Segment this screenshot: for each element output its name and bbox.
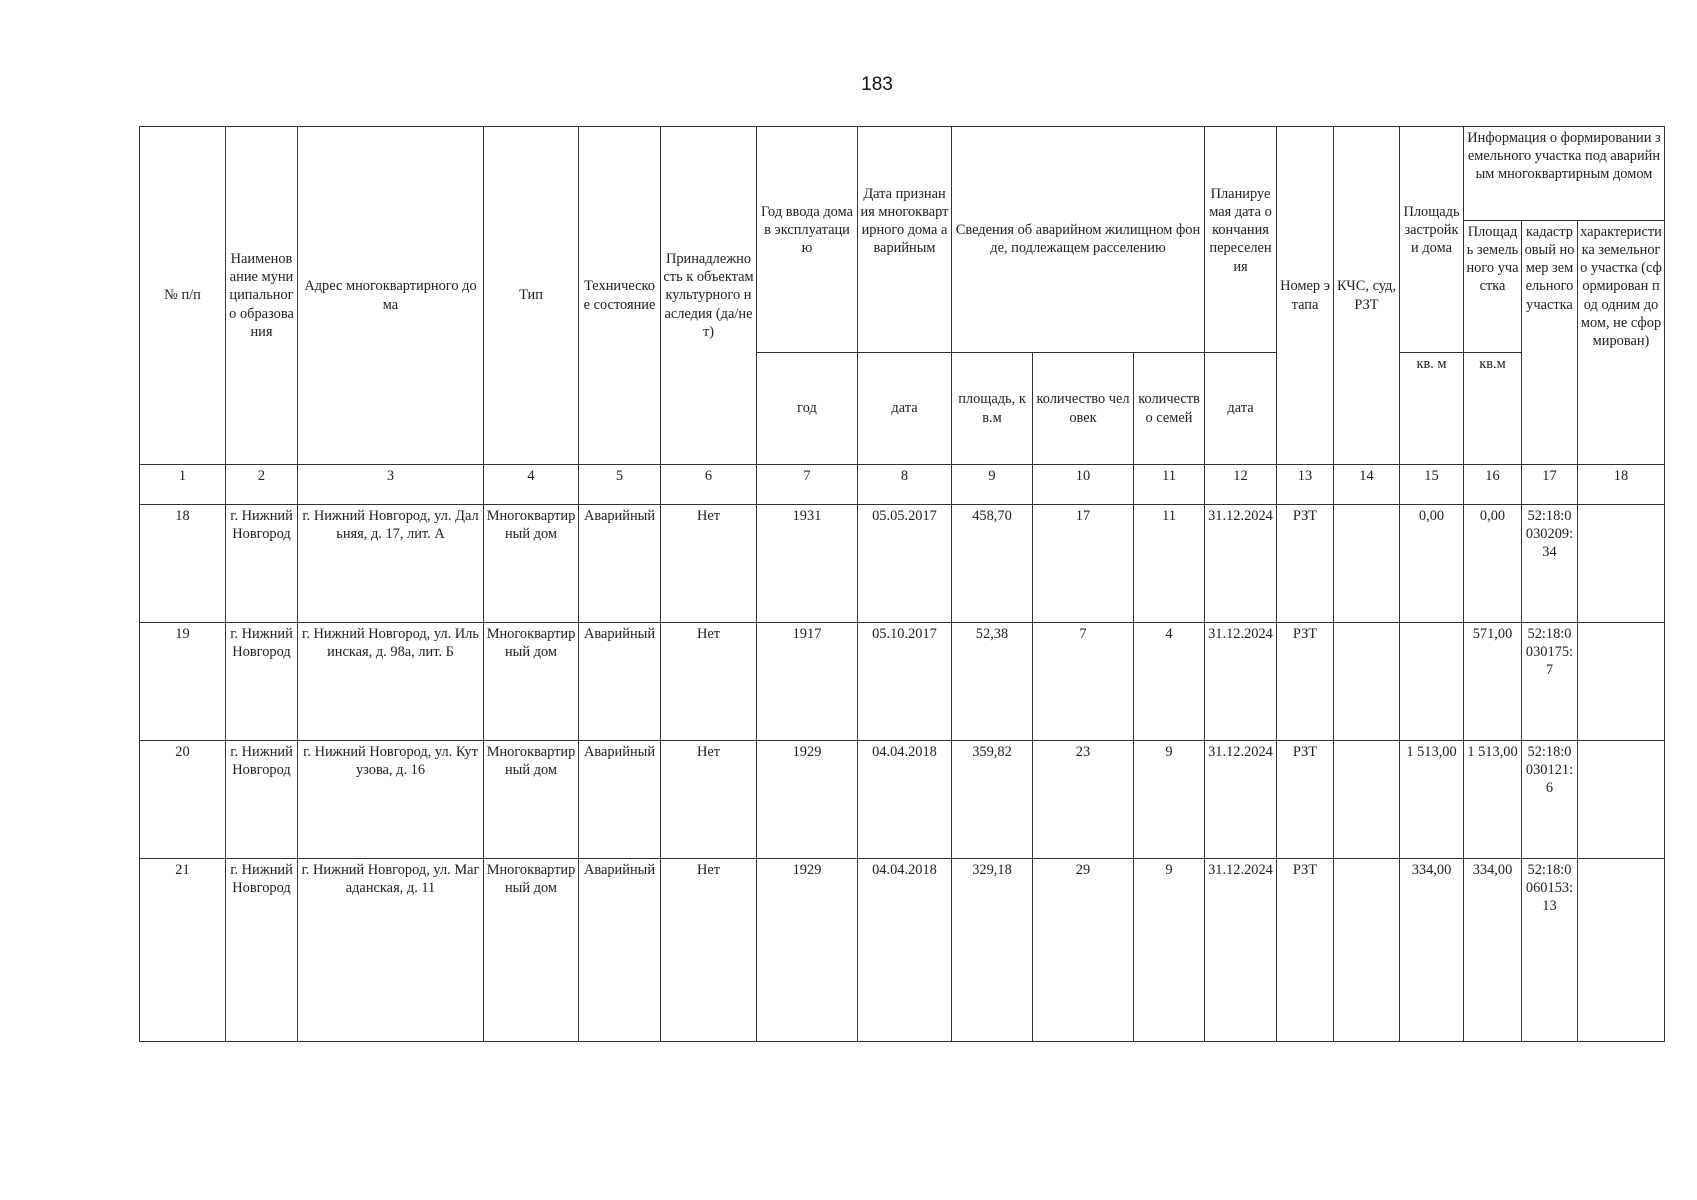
cell-families: 9 xyxy=(1134,741,1205,859)
cell-condition: Аварийный xyxy=(579,741,661,859)
column-number: 12 xyxy=(1205,465,1277,505)
column-number: 7 xyxy=(757,465,858,505)
table-row xyxy=(140,859,1665,1042)
cell-land-characteristic xyxy=(1578,505,1665,623)
column-number: 18 xyxy=(1578,465,1665,505)
column-number: 1 xyxy=(140,465,226,505)
cell-people: 17 xyxy=(1033,505,1134,623)
header-date: дата xyxy=(858,353,952,465)
column-number: 2 xyxy=(226,465,298,505)
header-municipality: Наименование муниципального образования xyxy=(226,127,298,465)
cell-land-characteristic xyxy=(1578,741,1665,859)
cell-municipality: г. Нижний Новгород xyxy=(226,623,298,741)
column-number: 5 xyxy=(579,465,661,505)
cell-building-area: 1 513,00 xyxy=(1400,741,1464,859)
cell-stage: РЗТ xyxy=(1277,859,1334,1042)
cell-type: Многоквартирный дом xyxy=(484,623,579,741)
cell-heritage: Нет xyxy=(661,741,757,859)
header-area-sqm: площадь, кв.м xyxy=(952,353,1033,465)
header-people-count: количество человек xyxy=(1033,353,1134,465)
page-number: 183 xyxy=(861,74,893,95)
cell-year: 1929 xyxy=(757,859,858,1042)
header-land-area: Площадь земельного участка xyxy=(1464,221,1522,353)
column-number: 3 xyxy=(298,465,484,505)
column-number-row xyxy=(140,465,1665,505)
cell-number: 18 xyxy=(140,505,226,623)
column-number: 17 xyxy=(1522,465,1578,505)
header-stage-number: Номер этапа xyxy=(1277,127,1334,465)
header-land-plot-info: Информация о формировании земельного участка под аварийным многоквартирным домом xyxy=(1464,127,1665,221)
cell-stage: РЗТ xyxy=(1277,505,1334,623)
cell-type: Многоквартирный дом xyxy=(484,505,579,623)
cell-area: 359,82 xyxy=(952,741,1033,859)
column-number: 6 xyxy=(661,465,757,505)
cell-people: 23 xyxy=(1033,741,1134,859)
cell-land-area: 1 513,00 xyxy=(1464,741,1522,859)
cell-type: Многоквартирный дом xyxy=(484,859,579,1042)
cell-address: г. Нижний Новгород, ул. Дальняя, д. 17, лит. А xyxy=(298,505,484,623)
cell-end-date: 31.12.2024 xyxy=(1205,741,1277,859)
cell-year: 1917 xyxy=(757,623,858,741)
header-emergency-housing-info: Сведения об аварийном жилищном фонде, подлежащем расселению xyxy=(952,127,1205,353)
cell-stage: РЗТ xyxy=(1277,741,1334,859)
cell-heritage: Нет xyxy=(661,859,757,1042)
cell-area: 52,38 xyxy=(952,623,1033,741)
header-cultural-heritage: Принадлежность к объектам культурного наследия (да/нет) xyxy=(661,127,757,465)
cell-cadastral-number: 52:18:0060153:13 xyxy=(1522,859,1578,1042)
column-number: 16 xyxy=(1464,465,1522,505)
column-number: 11 xyxy=(1134,465,1205,505)
cell-municipality: г. Нижний Новгород xyxy=(226,859,298,1042)
table-row xyxy=(140,505,1665,623)
cell-address: г. Нижний Новгород, ул. Магаданская, д. 11 xyxy=(298,859,484,1042)
header-unit-sqm-land: кв.м xyxy=(1464,353,1522,465)
header-land-characteristic: характеристика земельного участка (сформирован под одним домом, не сформирован) xyxy=(1578,221,1665,465)
column-number: 13 xyxy=(1277,465,1334,505)
cell-condition: Аварийный xyxy=(579,505,661,623)
cell-kchs xyxy=(1334,623,1400,741)
cell-land-characteristic xyxy=(1578,623,1665,741)
cell-people: 29 xyxy=(1033,859,1134,1042)
header-kchs: КЧС, суд, РЗТ xyxy=(1334,127,1400,465)
cell-municipality: г. Нижний Новгород xyxy=(226,505,298,623)
cell-year: 1931 xyxy=(757,505,858,623)
column-number: 10 xyxy=(1033,465,1134,505)
cell-number: 20 xyxy=(140,741,226,859)
header-cadastral-number: кадастровый номер земельного участка xyxy=(1522,221,1578,465)
cell-address: г. Нижний Новгород, ул. Ильинская, д. 98а, лит. Б xyxy=(298,623,484,741)
cell-end-date: 31.12.2024 xyxy=(1205,505,1277,623)
cell-land-area: 334,00 xyxy=(1464,859,1522,1042)
cell-emergency-date: 04.04.2018 xyxy=(858,741,952,859)
cell-land-characteristic xyxy=(1578,859,1665,1042)
cell-kchs xyxy=(1334,505,1400,623)
header-technical-condition: Техническое состояние xyxy=(579,127,661,465)
cell-people: 7 xyxy=(1033,623,1134,741)
table-row xyxy=(140,741,1665,859)
emergency-housing-table xyxy=(139,126,1665,1042)
cell-address: г. Нижний Новгород, ул. Кутузова, д. 16 xyxy=(298,741,484,859)
header-building-area: Площадь застройки дома xyxy=(1400,127,1464,353)
column-number: 8 xyxy=(858,465,952,505)
cell-area: 329,18 xyxy=(952,859,1033,1042)
header-unit-sqm: кв. м xyxy=(1400,353,1464,465)
cell-kchs xyxy=(1334,859,1400,1042)
cell-building-area: 0,00 xyxy=(1400,505,1464,623)
cell-stage: РЗТ xyxy=(1277,623,1334,741)
cell-number: 21 xyxy=(140,859,226,1042)
column-number: 9 xyxy=(952,465,1033,505)
cell-land-area: 571,00 xyxy=(1464,623,1522,741)
cell-area: 458,70 xyxy=(952,505,1033,623)
cell-heritage: Нет xyxy=(661,505,757,623)
header-address: Адрес многоквартирного дома xyxy=(298,127,484,465)
column-number: 14 xyxy=(1334,465,1400,505)
cell-heritage: Нет xyxy=(661,623,757,741)
header-commissioning-year: Год ввода дома в эксплуатацию xyxy=(757,127,858,353)
cell-building-area xyxy=(1400,623,1464,741)
table-row xyxy=(140,623,1665,741)
header-end-date: дата xyxy=(1205,353,1277,465)
cell-emergency-date: 04.04.2018 xyxy=(858,859,952,1042)
cell-kchs xyxy=(1334,741,1400,859)
cell-families: 9 xyxy=(1134,859,1205,1042)
cell-cadastral-number: 52:18:0030209:34 xyxy=(1522,505,1578,623)
header-row-number: № п/п xyxy=(140,127,226,465)
cell-emergency-date: 05.05.2017 xyxy=(858,505,952,623)
header-type: Тип xyxy=(484,127,579,465)
header-family-count: количество семей xyxy=(1134,353,1205,465)
cell-municipality: г. Нижний Новгород xyxy=(226,741,298,859)
cell-emergency-date: 05.10.2017 xyxy=(858,623,952,741)
cell-condition: Аварийный xyxy=(579,623,661,741)
cell-type: Многоквартирный дом xyxy=(484,741,579,859)
column-number: 15 xyxy=(1400,465,1464,505)
cell-number: 19 xyxy=(140,623,226,741)
cell-end-date: 31.12.2024 xyxy=(1205,859,1277,1042)
header-year: год xyxy=(757,353,858,465)
cell-building-area: 334,00 xyxy=(1400,859,1464,1042)
cell-cadastral-number: 52:18:0030175:7 xyxy=(1522,623,1578,741)
cell-families: 11 xyxy=(1134,505,1205,623)
cell-cadastral-number: 52:18:0030121:6 xyxy=(1522,741,1578,859)
cell-land-area: 0,00 xyxy=(1464,505,1522,623)
cell-end-date: 31.12.2024 xyxy=(1205,623,1277,741)
cell-condition: Аварийный xyxy=(579,859,661,1042)
header-emergency-date: Дата признания многоквартирного дома аварийным xyxy=(858,127,952,353)
cell-year: 1929 xyxy=(757,741,858,859)
header-planned-end-date: Планируемая дата окончания переселения xyxy=(1205,127,1277,353)
cell-families: 4 xyxy=(1134,623,1205,741)
column-number: 4 xyxy=(484,465,579,505)
